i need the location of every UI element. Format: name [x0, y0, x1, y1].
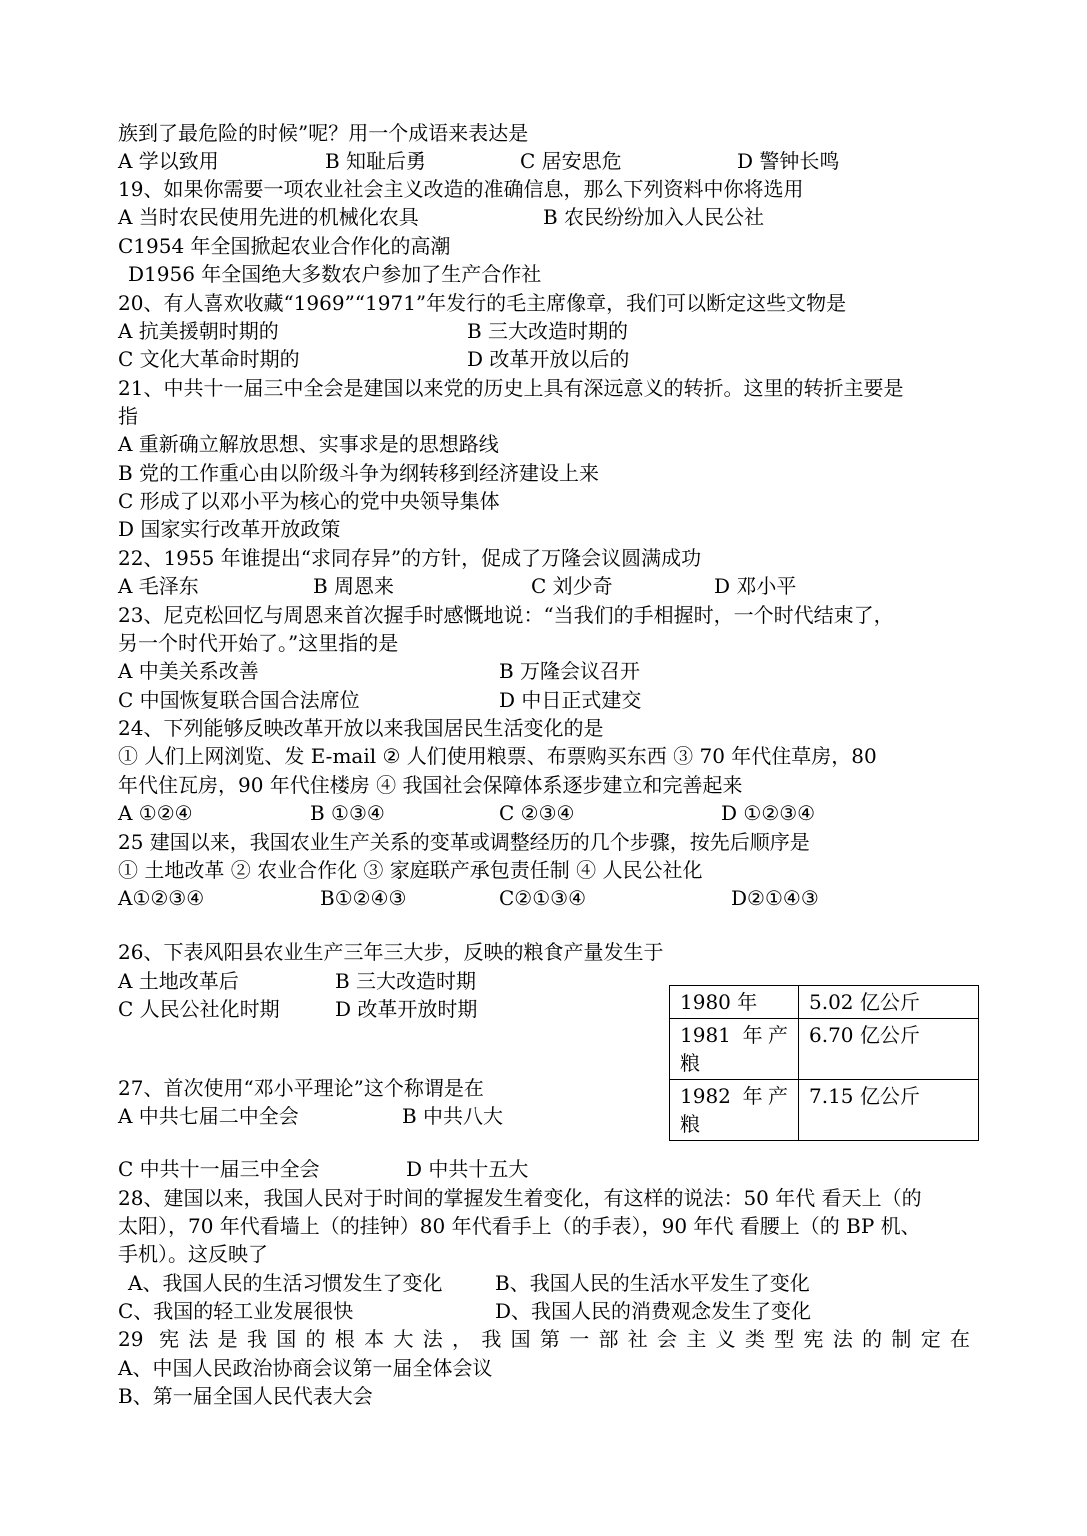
table-row [670, 1080, 979, 1141]
q26-option-d: D 改革开放时期 [335, 997, 478, 1021]
q18-option-c: C 居安思危 [520, 149, 622, 173]
q18-option-d: D 警钟长鸣 [737, 149, 840, 173]
q23-option-a: A 中美关系改善 [118, 659, 259, 683]
q23-stem-line1: 23、尼克松回忆与周恩来首次握手时感慨地说：“当我们的手相握时，一个时代结束了， [118, 603, 894, 627]
q27-option-b: B 中共八大 [402, 1104, 504, 1128]
q27-option-c: C 中共十一届三中全会 [118, 1157, 320, 1181]
q27-stem: 27、首次使用“邓小平理论”这个称谓是在 [118, 1076, 484, 1100]
q23-option-b: B 万隆会议召开 [499, 659, 641, 683]
table-row [670, 1019, 979, 1080]
q19-option-c: C1954 年全国掀起农业合作化的高潮 [118, 234, 451, 258]
q21-stem-line2: 指 [118, 404, 138, 428]
q19-option-a: A 当时农民使用先进的机械化农具 [118, 205, 419, 229]
q20-option-a: A 抗美援朝时期的 [118, 319, 279, 343]
table-year-cell: 1982 年产粮 [670, 1080, 799, 1141]
grain-output-table [669, 985, 979, 1141]
q29-option-a: A、中国人民政治协商会议第一届全体会议 [118, 1356, 493, 1380]
q22-option-c: C 刘少奇 [531, 574, 613, 598]
q28-option-c: C、我国的轻工业发展很快 [118, 1299, 354, 1323]
q19-option-d: D1956 年全国绝大多数农户参加了生产合作社 [128, 262, 542, 286]
q20-option-d: D 改革开放以后的 [467, 347, 630, 371]
q23-stem-line2: 另一个时代开始了。”这里指的是 [118, 631, 399, 655]
q24-option-d: D ①②③④ [721, 801, 816, 825]
q27-option-d: D 中共十五大 [406, 1157, 529, 1181]
q22-option-a: A 毛泽东 [118, 574, 199, 598]
q22-stem: 22、1955 年谁提出“求同存异”的方针，促成了万隆会议圆满成功 [118, 546, 702, 570]
q26-option-c: C 人民公社化时期 [118, 997, 280, 1021]
q20-stem: 20、有人喜欢收藏“1969”“1971”年发行的毛主席像章，我们可以断定这些文物是 [118, 291, 847, 315]
q18-option-a: A 学以致用 [118, 149, 219, 173]
q29-stem: 29 宪法是我国的根本大法，我国第一部社会主义类型宪法的制定在 [118, 1327, 970, 1351]
table-row [670, 986, 979, 1019]
q29-option-b: B、第一届全国人民代表大会 [118, 1384, 373, 1408]
q22-option-b: B 周恩来 [313, 574, 395, 598]
q27-option-a: A 中共七届二中全会 [118, 1104, 299, 1128]
q21-option-b: B 党的工作重心由以阶级斗争为纲转移到经济建设上来 [118, 461, 600, 485]
q24-option-c: C ②③④ [499, 801, 575, 825]
q28-option-a: A、我国人民的生活习惯发生了变化 [128, 1271, 443, 1295]
table-year-cell: 1981 年产粮 [670, 1019, 799, 1080]
q18-stem-continued: 族到了最危险的时候”呢？用一个成语来表达是 [118, 121, 529, 145]
q23-option-c: C 中国恢复联合国合法席位 [118, 688, 360, 712]
q26-option-a: A 土地改革后 [118, 969, 239, 993]
q26-stem: 26、下表风阳县农业生产三年三大步，反映的粮食产量发生于 [118, 940, 664, 964]
q26-option-b: B 三大改造时期 [335, 969, 477, 993]
q19-option-b: B 农民纷纷加入人民公社 [543, 205, 765, 229]
table-value-cell: 5.02 亿公斤 [799, 986, 979, 1019]
q25-option-d: D②①④③ [731, 886, 819, 910]
q24-stem: 24、下列能够反映改革开放以来我国居民生活变化的是 [118, 716, 604, 740]
q21-option-a: A 重新确立解放思想、实事求是的思想路线 [118, 432, 499, 456]
q24-option-a: A ①②④ [118, 801, 193, 825]
q25-option-b: B①②④③ [320, 886, 407, 910]
table-value-cell: 7.15 亿公斤 [799, 1080, 979, 1141]
q18-option-b: B 知耻后勇 [325, 149, 427, 173]
table-year-cell: 1980 年 [670, 986, 799, 1019]
q19-stem: 19、如果你需要一项农业社会主义改造的准确信息，那么下列资料中你将选用 [118, 177, 804, 201]
q28-option-b: B、我国人民的生活水平发生了变化 [495, 1271, 810, 1295]
q25-stem: 25 建国以来，我国农业生产关系的变革或调整经历的几个步骤，按先后顺序是 [118, 830, 810, 854]
q28-stem-line1: 28、建国以来，我国人民对于时间的掌握发生着变化，有这样的说法：50 年代 看天上（的 [118, 1186, 922, 1210]
q21-option-c: C 形成了以邓小平为核心的党中央领导集体 [118, 489, 500, 513]
q20-option-c: C 文化大革命时期的 [118, 347, 300, 371]
q25-items: ① 土地改革 ② 农业合作化 ③ 家庭联产承包责任制 ④ 人民公社化 [118, 858, 703, 882]
q24-option-b: B ①③④ [310, 801, 385, 825]
q25-option-c: C②①③④ [499, 886, 587, 910]
q22-option-d: D 邓小平 [714, 574, 797, 598]
q25-option-a: A①②③④ [118, 886, 205, 910]
q21-option-d: D 国家实行改革开放政策 [118, 517, 341, 541]
q20-option-b: B 三大改造时期的 [467, 319, 629, 343]
q28-option-d: D、我国人民的消费观念发生了变化 [495, 1299, 812, 1323]
q28-stem-line2: 太阳），70 年代看墙上（的挂钟）80 年代看手上（的手表），90 年代 看腰上（的 BP 机、 [118, 1214, 921, 1238]
q24-items-line2: 年代住瓦房，90 年代住楼房 ④ 我国社会保障体系逐步建立和完善起来 [118, 773, 743, 797]
q21-stem-line1: 21、中共十一届三中全会是建国以来党的历史上具有深远意义的转折。这里的转折主要是 [118, 376, 904, 400]
q24-items-line1: ① 人们上网浏览、发 E-mail ② 人们使用粮票、布票购买东西 ③ 70 年代住草房，80 [118, 744, 877, 768]
q23-option-d: D 中日正式建交 [499, 688, 642, 712]
q28-stem-line3: 手机）。这反映了 [118, 1242, 268, 1266]
table-value-cell: 6.70 亿公斤 [799, 1019, 979, 1080]
